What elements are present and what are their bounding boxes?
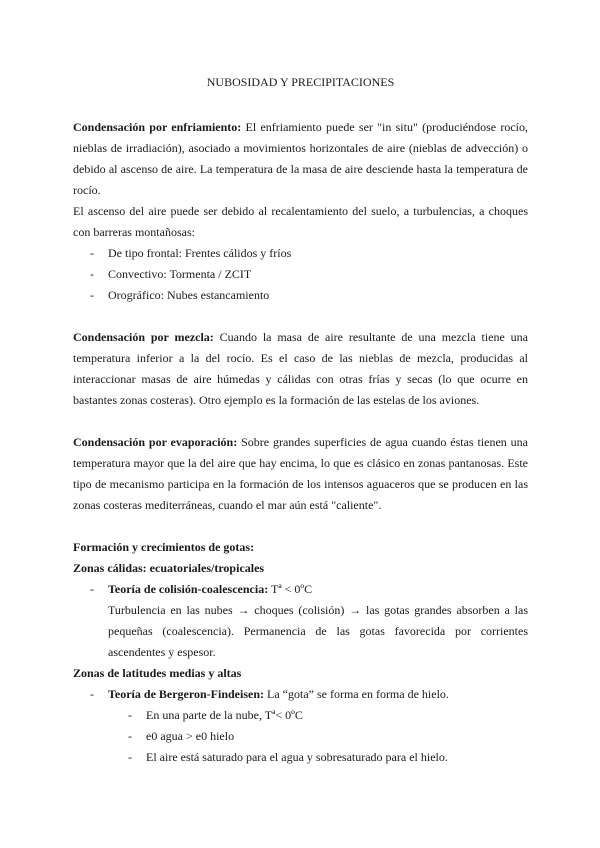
- bergeron-theory-title: Teoría de Bergeron-Findeisen:: [108, 687, 264, 701]
- ascenso-list: [73, 243, 528, 306]
- list-item: - Orográfico: Nubes estancamiento: [90, 288, 270, 302]
- colision-body: Turbulencia en las nubes → choques (colisión) → las gotas grandes absorben a las pequeñas (coalescencia). Permanencia de las gotas favorecida por corrientes ascendentes y espesor.: [108, 603, 528, 659]
- list-item: - Teoría de colisión-coalescencia: Tª < 0ºC: [90, 582, 313, 596]
- list-item: - El aire está saturado para el agua y sobresaturado para el hielo.: [128, 750, 448, 764]
- mezcla-heading: Condensación por mezcla:: [73, 330, 214, 344]
- list-item: - e0 agua > e0 hielo: [128, 729, 235, 743]
- medias-list: [73, 684, 528, 768]
- enfriamiento-text: El enfriamiento puede ser "in situ" (produciéndose rocío, nieblas de irradiación), asociado a movimientos horizontales de aire (nieblas de advección) o debido al ascenso de aire. La temperatura de la masa de aire desciende hasta la temperatura de rocío.: [73, 120, 528, 197]
- mezcla-paragraph: [73, 327, 528, 411]
- evaporacion-text: Sobre grandes superficies de agua cuando éstas tienen una temperatura mayor que la del aire que hay encima, lo que es clásico en zonas pantanosas. Este tipo de mecanismo participa en la formación de los intensos aguaceros que se producen en las zonas costeras mediterráneas, cuando el mar aún está "caliente".: [73, 435, 528, 512]
- evaporacion-paragraph: [73, 432, 528, 516]
- colision-theory-title: Teoría de colisión-coalescencia:: [108, 582, 269, 596]
- list-item: - De tipo frontal: Frentes cálidos y fríos: [90, 246, 292, 260]
- enfriamiento-heading: Condensación por enfriamiento:: [73, 120, 242, 134]
- calidas-list: [73, 579, 528, 600]
- page-title: NUBOSIDAD Y PRECIPITACIONES: [206, 75, 395, 89]
- gotas-heading: Formación y crecimientos de gotas:: [73, 540, 255, 554]
- document-page: [73, 64, 528, 768]
- mezcla-text: Cuando la masa de aire resultante de una mezcla tiene una temperatura inferior a la del rocío. Es el caso de las nieblas de mezcla, producidas al interaccionar masas de aire húmedas y cálidas con otras frías y secas (lo que ocurre en bastantes zonas costeras). Otro ejemplo es la formación de las estelas de los aviones.: [73, 330, 529, 407]
- zonas-medias-heading: Zonas de latitudes medias y altas: [73, 666, 242, 680]
- list-item: - Convectivo: Tormenta / ZCIT: [90, 267, 252, 281]
- evaporacion-heading: Condensación por evaporación:: [73, 435, 238, 449]
- zonas-calidas-heading: Zonas cálidas: ecuatoriales/tropicales: [73, 561, 265, 575]
- ascenso-paragraph: El ascenso del aire puede ser debido al recalentamiento del suelo, a turbulencias, a choques con barreras montañosas:: [73, 204, 528, 239]
- list-item: - Teoría de Bergeron-Findeisen: La “gota” se forma en forma de hielo.: [90, 687, 449, 701]
- enfriamiento-paragraph: [73, 117, 528, 201]
- list-item: - En una parte de la nube, Tª< 0ºC: [128, 708, 303, 722]
